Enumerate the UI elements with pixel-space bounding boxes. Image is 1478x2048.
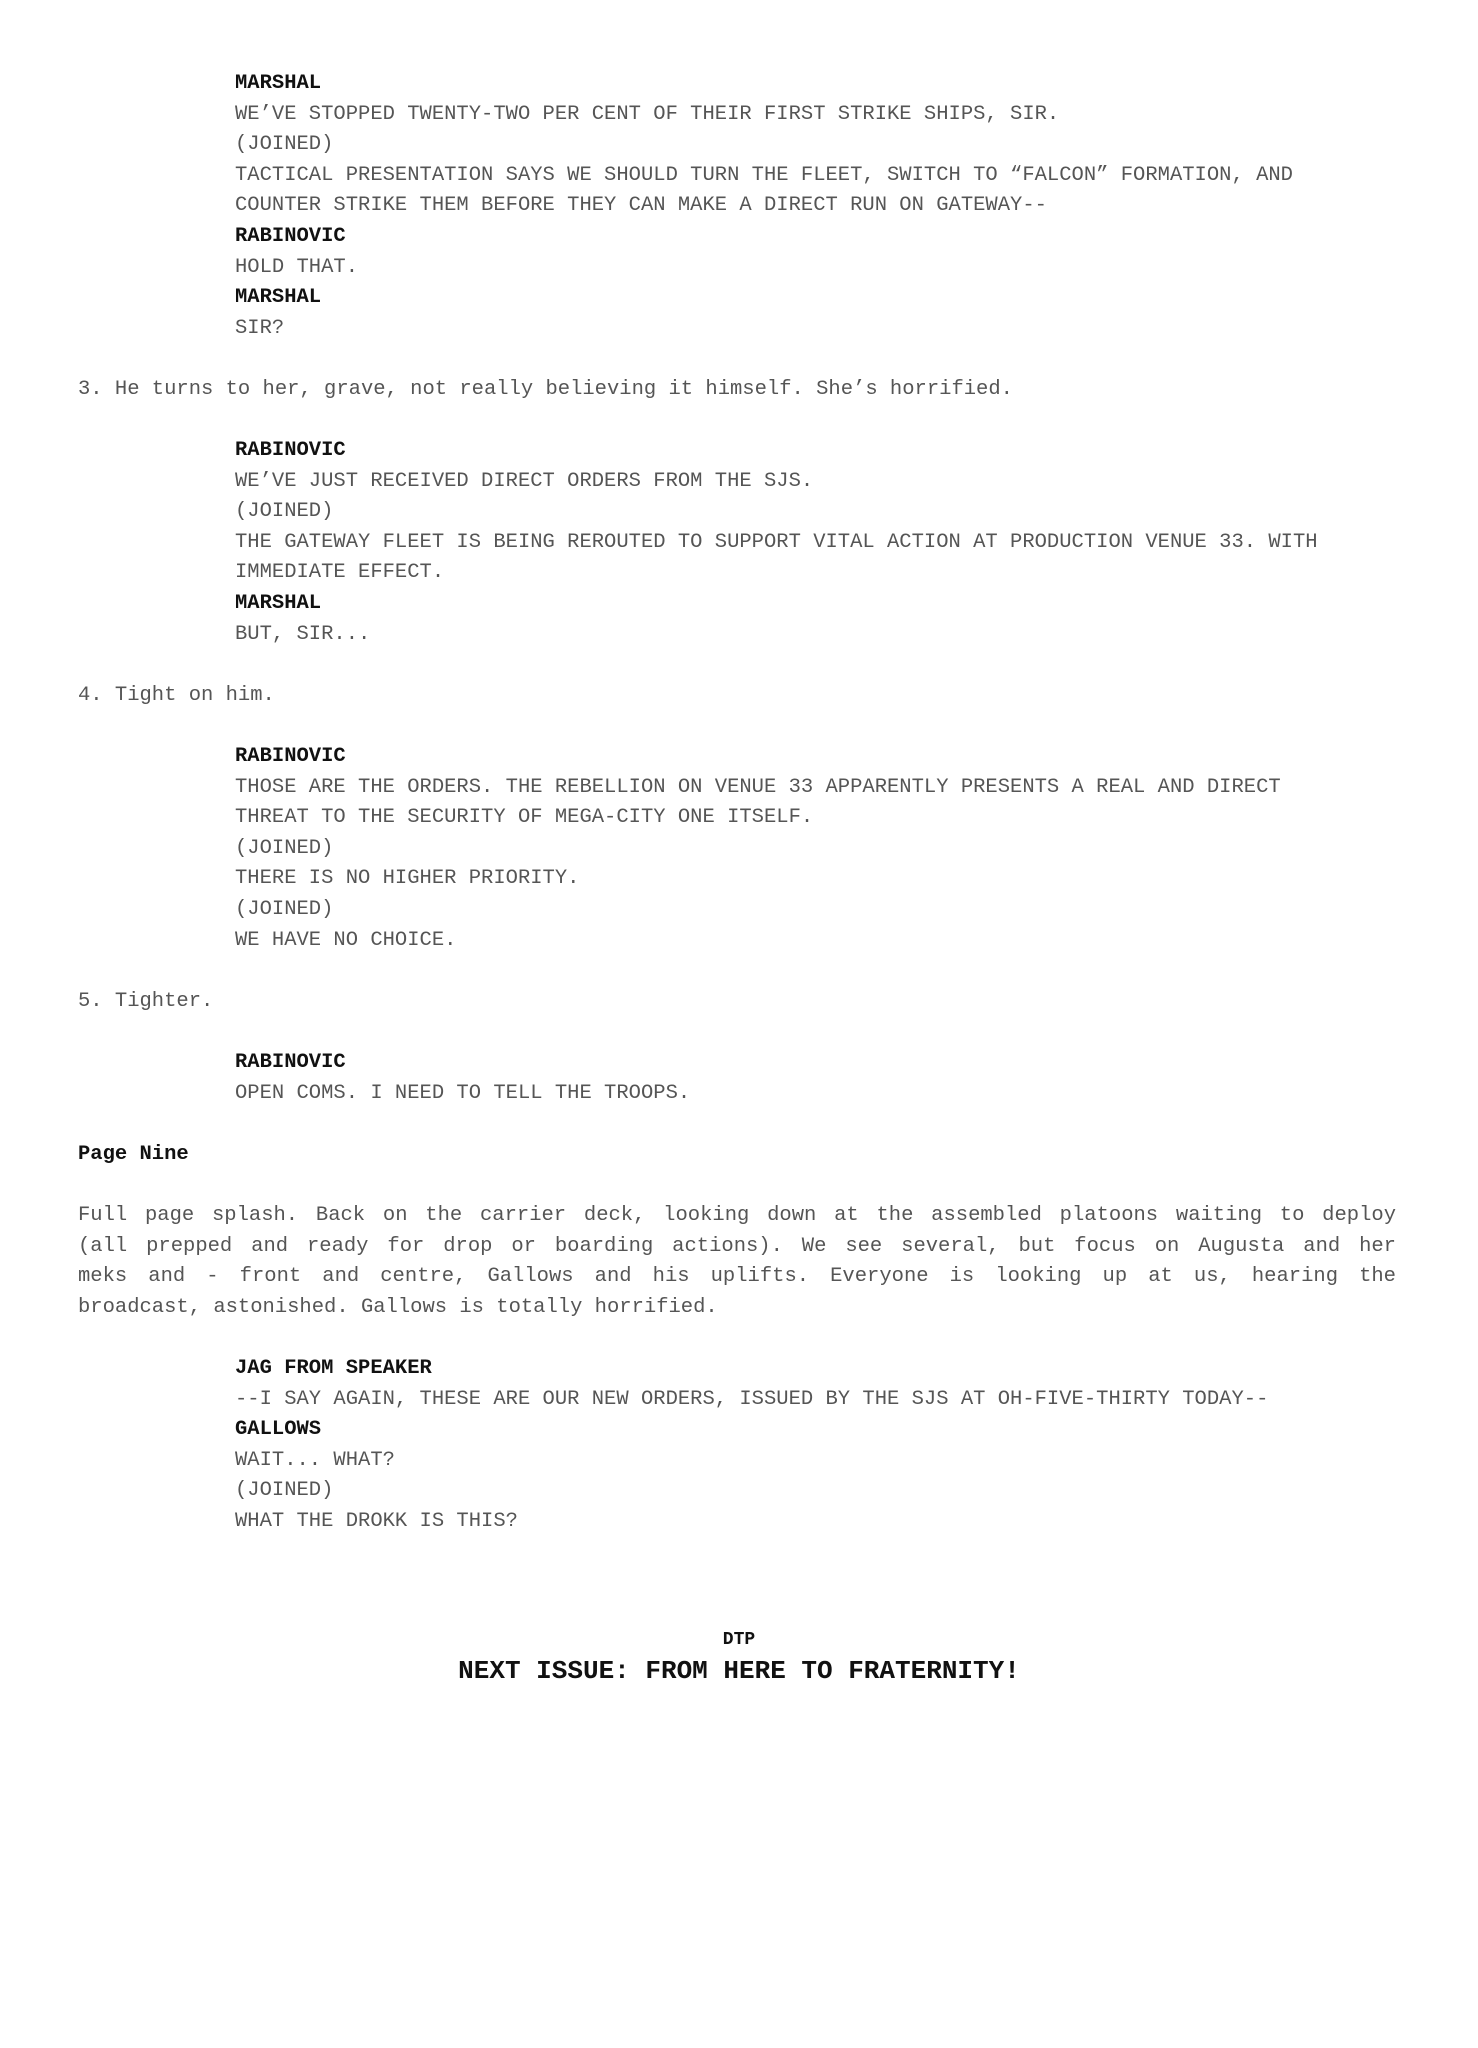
character-name: RABINOVIC (235, 439, 346, 462)
character-name: RABINOVIC (235, 225, 346, 248)
dialogue-line: WE’VE JUST RECEIVED DIRECT ORDERS FROM THE SJS. (235, 470, 814, 493)
dialogue-line: WHAT THE DROKK IS THIS? (235, 1510, 518, 1533)
dialogue-line: WE HAVE NO CHOICE. (235, 929, 457, 952)
character-name: RABINOVIC (235, 1051, 346, 1074)
parenthetical: (JOINED) (235, 837, 334, 860)
parenthetical: (JOINED) (235, 1479, 334, 1502)
parenthetical: (JOINED) (235, 500, 334, 523)
character-name: MARSHAL (235, 286, 322, 309)
character-name: RABINOVIC (235, 745, 346, 768)
dialogue-line: HOLD THAT. (235, 256, 359, 279)
character-name: MARSHAL (235, 592, 322, 615)
dialogue-line: --I SAY AGAIN, THESE ARE OUR NEW ORDERS, ISSUED BY THE SJS AT OH-FIVE-THIRTY TODAY-- (235, 1388, 1269, 1411)
panel-description: 3. He turns to her, grave, not really believing it himself. She’s horrified. (78, 378, 1013, 401)
dialogue-line: WAIT... WHAT? (235, 1449, 395, 1472)
splash-description-line: meks and - front and centre, Gallows and his uplifts. Everyone is looking up at us, hearing the (78, 1265, 1396, 1288)
dialogue-line: THOSE ARE THE ORDERS. THE REBELLION ON VENUE 33 APPARENTLY PRESENTS A REAL AND DIRECT (235, 776, 1281, 799)
dialogue-line: OPEN COMS. I NEED TO TELL THE TROOPS. (235, 1082, 691, 1105)
dialogue-line: WE’VE STOPPED TWENTY-TWO PER CENT OF THEIR FIRST STRIKE SHIPS, SIR. (235, 103, 1060, 126)
parenthetical: (JOINED) (235, 133, 334, 156)
dialogue-line: COUNTER STRIKE THEM BEFORE THEY CAN MAKE A DIRECT RUN ON GATEWAY-- (235, 194, 1047, 217)
character-name: JAG FROM SPEAKER (235, 1357, 432, 1380)
splash-description-line: Full page splash. Back on the carrier deck, looking down at the assembled platoons waiting to deploy (78, 1204, 1396, 1227)
next-issue-title: NEXT ISSUE: FROM HERE TO FRATERNITY! (458, 1656, 1020, 1686)
dialogue-line: THERE IS NO HIGHER PRIORITY. (235, 867, 580, 890)
dialogue-line: IMMEDIATE EFFECT. (235, 561, 445, 584)
panel-description: 4. Tight on him. (78, 684, 275, 707)
splash-description-line: broadcast, astonished. Gallows is totally horrified. (78, 1296, 718, 1319)
dialogue-line: TACTICAL PRESENTATION SAYS WE SHOULD TURN THE FLEET, SWITCH TO “FALCON” FORMATION, AND (235, 164, 1293, 187)
dialogue-line: SIR? (235, 317, 285, 340)
parenthetical: (JOINED) (235, 898, 334, 921)
character-name: GALLOWS (235, 1418, 322, 1441)
page-heading: Page Nine (78, 1143, 189, 1166)
dialogue-line: THE GATEWAY FLEET IS BEING REROUTED TO SUPPORT VITAL ACTION AT PRODUCTION VENUE 33. WITH (235, 531, 1318, 554)
dialogue-line: BUT, SIR... (235, 623, 371, 646)
character-name: MARSHAL (235, 72, 322, 95)
dtp-label: DTP (722, 1630, 756, 1650)
dialogue-line: THREAT TO THE SECURITY OF MEGA-CITY ONE ITSELF. (235, 806, 814, 829)
splash-description-line: (all prepped and ready for drop or boarding actions). We see several, but focus on Augusta and her (78, 1235, 1396, 1258)
panel-description: 5. Tighter. (78, 990, 214, 1013)
